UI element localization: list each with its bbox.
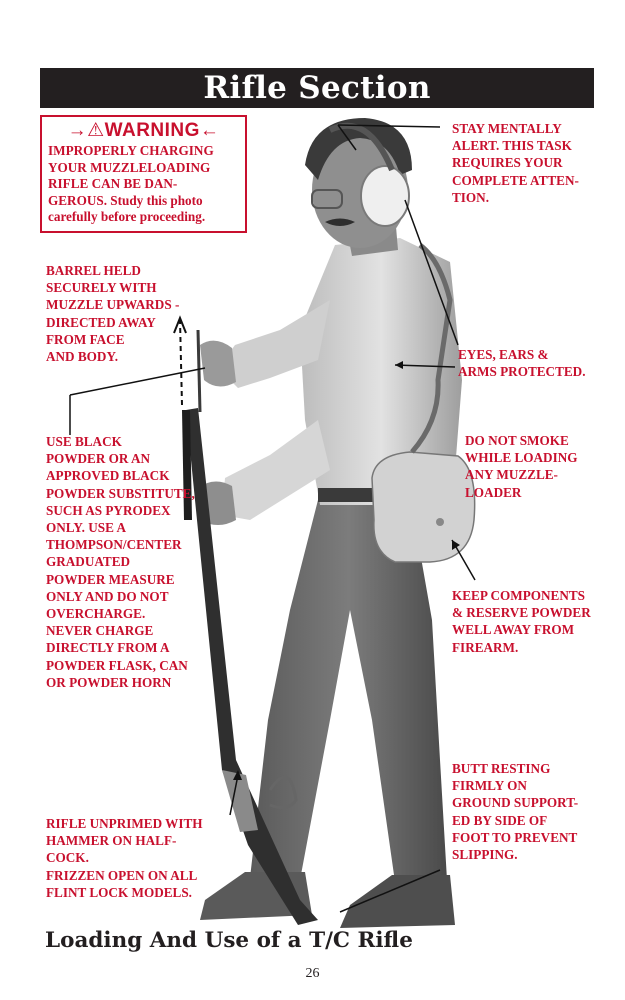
caption-eyes-ears: EYES, EARS & ARMS PROTECTED.	[458, 347, 586, 380]
warning-box	[40, 115, 247, 233]
caption-butt-resting: BUTT RESTING FIRMLY ON GROUND SUPPORT- ED BY SIDE OF FOOT TO PREVENT SLIPPING.	[452, 761, 579, 863]
warning-title: →⚠WARNING←	[67, 120, 220, 141]
caption-keep-components: KEEP COMPONENTS & RESERVE POWDER WELL AWAY FROM FIREARM.	[452, 588, 591, 655]
section-title: Rifle Section	[203, 70, 431, 106]
caption-unprimed: RIFLE UNPRIMED WITH HAMMER ON HALF- COCK. FRIZZEN OPEN ON ALL FLINT LOCK MODELS.	[46, 816, 203, 900]
page-number: 26	[305, 966, 320, 981]
caption-barrel-held: BARREL HELD SECURELY WITH MUZZLE UPWARDS - DIRECTED AWAY FROM FACE AND BODY.	[46, 263, 180, 365]
ear-muff	[361, 166, 409, 226]
right-boot	[340, 875, 455, 928]
caption-black-powder: USE BLACK POWDER OR AN APPROVED BLACK POWDER SUBSTITUTE, SUCH AS PYRODEX ONLY. USE A THOMPSON/CENTER GRADUATED POWDER MEASURE ONLY AND DO NOT OVERCHARGE. NEVER CHARGE DIRECTLY FROM A POWDER FLASK, CAN OR POWDER HORN	[46, 434, 195, 690]
shooting-bag	[372, 452, 475, 562]
caption-stay-alert: STAY MENTALLY ALERT. THIS TASK REQUIRES YOUR COMPLETE ATTEN- TION.	[452, 121, 579, 205]
caption-no-smoke: DO NOT SMOKE WHILE LOADING ANY MUZZLE- LOADER	[465, 433, 578, 500]
warning-body: IMPROPERLY CHARGING YOUR MUZZLELOADING RIFLE CAN BE DAN- GEROUS. Study this photo carefully before proceeding.	[48, 143, 214, 225]
bag-button	[436, 518, 444, 526]
lower-arm	[222, 420, 330, 520]
footer-title: Loading And Use of a T/C Rifle	[45, 928, 413, 953]
